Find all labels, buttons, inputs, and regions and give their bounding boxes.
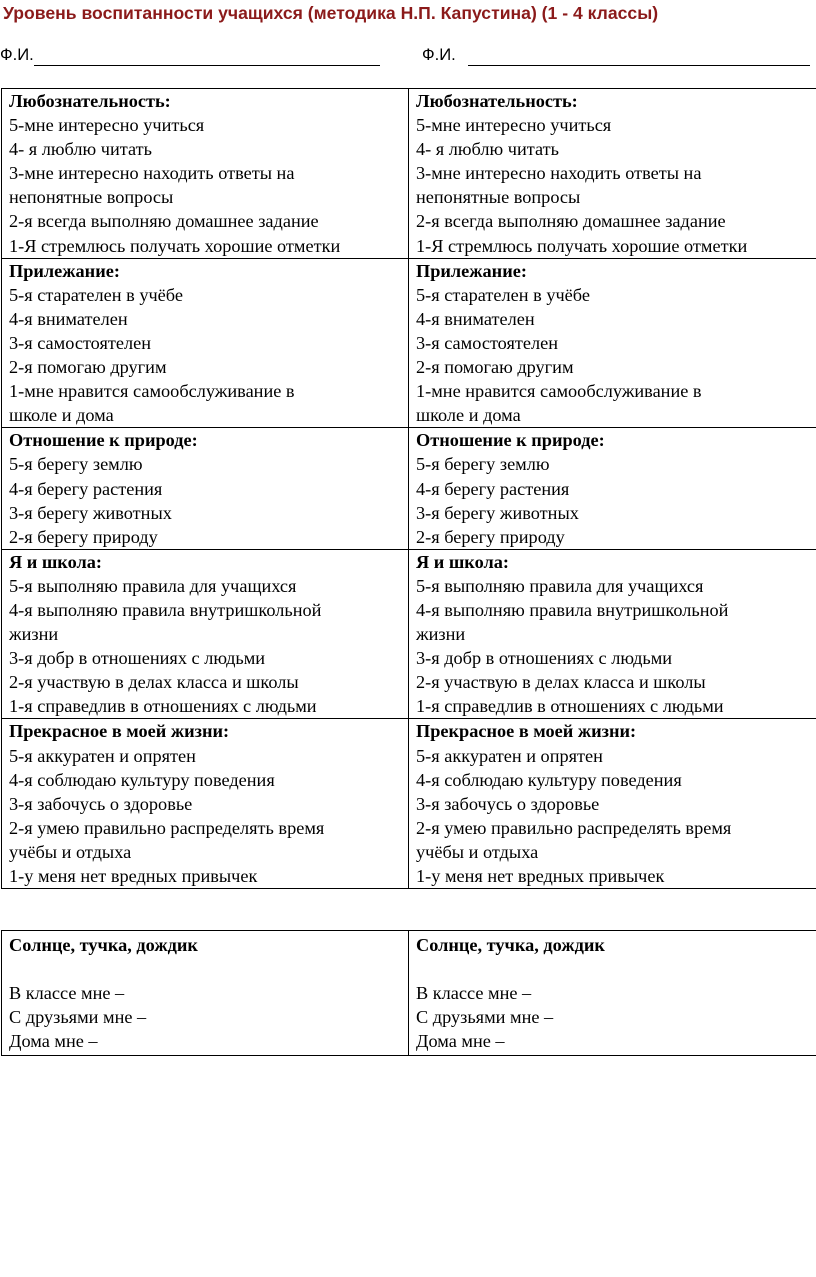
section-cell-left	[2, 258, 409, 428]
section-title: Любознательность:	[9, 91, 171, 111]
section-item: 4-я внимателен	[9, 308, 128, 329]
section-item: 3-мне интересно находить ответы на	[416, 163, 702, 184]
section-item: 3-я добр в отношениях с людьми	[9, 648, 266, 669]
section-title: Прилежание:	[416, 260, 527, 281]
section-title: Отношение к природе:	[9, 430, 198, 451]
spacer	[9, 957, 406, 981]
section-item: 4-я внимателен	[416, 308, 535, 329]
mood-table	[1, 930, 816, 1056]
section-item: 5-я выполняю правила для учащихся	[9, 575, 297, 596]
fio-field-left[interactable]	[0, 44, 384, 68]
section-item: 5-мне интересно учиться	[416, 115, 612, 136]
section-item: 5-я старателен в учёбе	[416, 284, 590, 305]
section-item: 2-я умею правильно распределять время	[416, 817, 732, 838]
section-title: Прилежание:	[9, 260, 120, 281]
section-title: Я и школа:	[9, 551, 102, 572]
section-row-school	[2, 549, 816, 719]
fio-label: Ф.И.	[422, 45, 456, 64]
section-title: Любознательность:	[416, 91, 578, 111]
document-title: Уровень воспитанности учащихся (методика Н.П. Капустина) (1 - 4 классы)	[3, 3, 659, 23]
section-item: 1-я справедлив в отношениях с людьми	[9, 696, 317, 717]
section-title: Прекрасное в моей жизни:	[416, 721, 637, 742]
section-item: 3-я берегу животных	[416, 502, 579, 523]
section-item: 5-я берегу землю	[416, 454, 550, 475]
section-title: Отношение к природе:	[416, 430, 605, 451]
section-row-diligence	[2, 258, 816, 428]
section-item: 2-я участвую в делах класса и школы	[416, 672, 706, 693]
section-title: Я и школа:	[416, 551, 509, 572]
mood-cell-left	[2, 931, 409, 1056]
section-item: 3-я самостоятелен	[9, 332, 152, 353]
section-item: 5-я аккуратен и опрятен	[416, 745, 603, 766]
section-cell-right	[409, 258, 816, 428]
section-item: 1-у меня нет вредных привычек	[416, 866, 665, 886]
section-item: 3-мне интересно находить ответы на	[9, 163, 295, 184]
section-item: 3-я забочусь о здоровье	[9, 793, 193, 814]
mood-item: В классе мне –	[416, 983, 532, 1004]
section-cell-right	[409, 549, 816, 719]
section-item: школе и дома	[416, 405, 521, 426]
section-cell-right	[409, 428, 816, 549]
mood-cell-right	[409, 931, 816, 1056]
section-item: 3-я берегу животных	[9, 502, 172, 523]
section-item: 5-я аккуратен и опрятен	[9, 745, 196, 766]
section-item: жизни	[9, 624, 59, 645]
section-item: 3-я добр в отношениях с людьми	[416, 648, 673, 669]
section-item: 1-у меня нет вредных привычек	[9, 866, 258, 886]
section-item: непонятные вопросы	[416, 187, 581, 208]
mood-item: Дома мне –	[9, 1031, 98, 1052]
section-item: 4-я соблюдаю культуру поведения	[9, 769, 275, 790]
section-item: 4-я берегу растения	[416, 478, 570, 499]
section-row-beauty	[2, 719, 816, 889]
section-item: 4-я соблюдаю культуру поведения	[416, 769, 682, 790]
section-title: Прекрасное в моей жизни:	[9, 721, 230, 742]
mood-item: С друзьями мне –	[9, 1007, 147, 1028]
section-cell-right	[409, 89, 816, 259]
section-item: 4- я люблю читать	[9, 139, 152, 160]
section-item: 5-я выполняю правила для учащихся	[416, 575, 704, 596]
fio-underline	[468, 65, 810, 66]
mood-title: Солнце, тучка, дождик	[416, 935, 605, 955]
section-row-curiosity	[2, 89, 816, 259]
section-item: 1-мне нравится самообслуживание в	[416, 381, 702, 402]
section-cell-left	[2, 428, 409, 549]
section-item: 2-я умею правильно распределять время	[9, 817, 325, 838]
mood-item: С друзьями мне –	[416, 1007, 554, 1028]
section-item: 1-я справедлив в отношениях с людьми	[416, 696, 724, 717]
mood-item: Дома мне –	[416, 1031, 505, 1052]
section-item: 4-я выполняю правила внутришкольной	[9, 599, 322, 620]
section-item: 4-я выполняю правила внутришкольной	[416, 599, 729, 620]
section-item: 1-мне нравится самообслуживание в	[9, 381, 295, 402]
section-item: 3-я забочусь о здоровье	[416, 793, 600, 814]
section-item: 1-Я стремлюсь получать хорошие отметки	[9, 235, 341, 256]
section-item: 5-мне интересно учиться	[9, 115, 205, 136]
section-item: школе и дома	[9, 405, 114, 426]
section-item: 2-я помогаю другим	[9, 357, 167, 378]
section-item: 5-я берегу землю	[9, 454, 143, 475]
section-cell-right	[409, 719, 816, 889]
section-item: 4-я берегу растения	[9, 478, 163, 499]
section-item: 3-я самостоятелен	[416, 332, 559, 353]
section-row-nature	[2, 428, 816, 549]
questionnaire-table	[1, 88, 816, 889]
section-item: учёбы и отдыха	[416, 841, 539, 862]
section-item: 5-я старателен в учёбе	[9, 284, 183, 305]
section-cell-left	[2, 89, 409, 259]
fio-label: Ф.И.	[0, 45, 34, 64]
section-item: 2-я всегда выполняю домашнее задание	[416, 211, 726, 232]
section-item: жизни	[416, 624, 466, 645]
section-cell-left	[2, 719, 409, 889]
section-item: 4- я люблю читать	[416, 139, 559, 160]
section-item: непонятные вопросы	[9, 187, 174, 208]
section-item: учёбы и отдыха	[9, 841, 132, 862]
section-item: 1-Я стремлюсь получать хорошие отметки	[416, 235, 748, 256]
section-cell-left	[2, 549, 409, 719]
mood-title: Солнце, тучка, дождик	[9, 935, 198, 955]
section-item: 2-я участвую в делах класса и школы	[9, 672, 299, 693]
section-item: 2-я всегда выполняю домашнее задание	[9, 211, 319, 232]
mood-item: В классе мне –	[9, 983, 125, 1004]
section-item: 2-я берегу природу	[416, 526, 565, 547]
fio-underline	[34, 65, 380, 66]
section-item: 2-я берегу природу	[9, 526, 158, 547]
fio-field-right[interactable]	[422, 44, 812, 68]
section-item: 2-я помогаю другим	[416, 357, 574, 378]
mood-row	[2, 931, 816, 1056]
spacer	[416, 957, 814, 981]
